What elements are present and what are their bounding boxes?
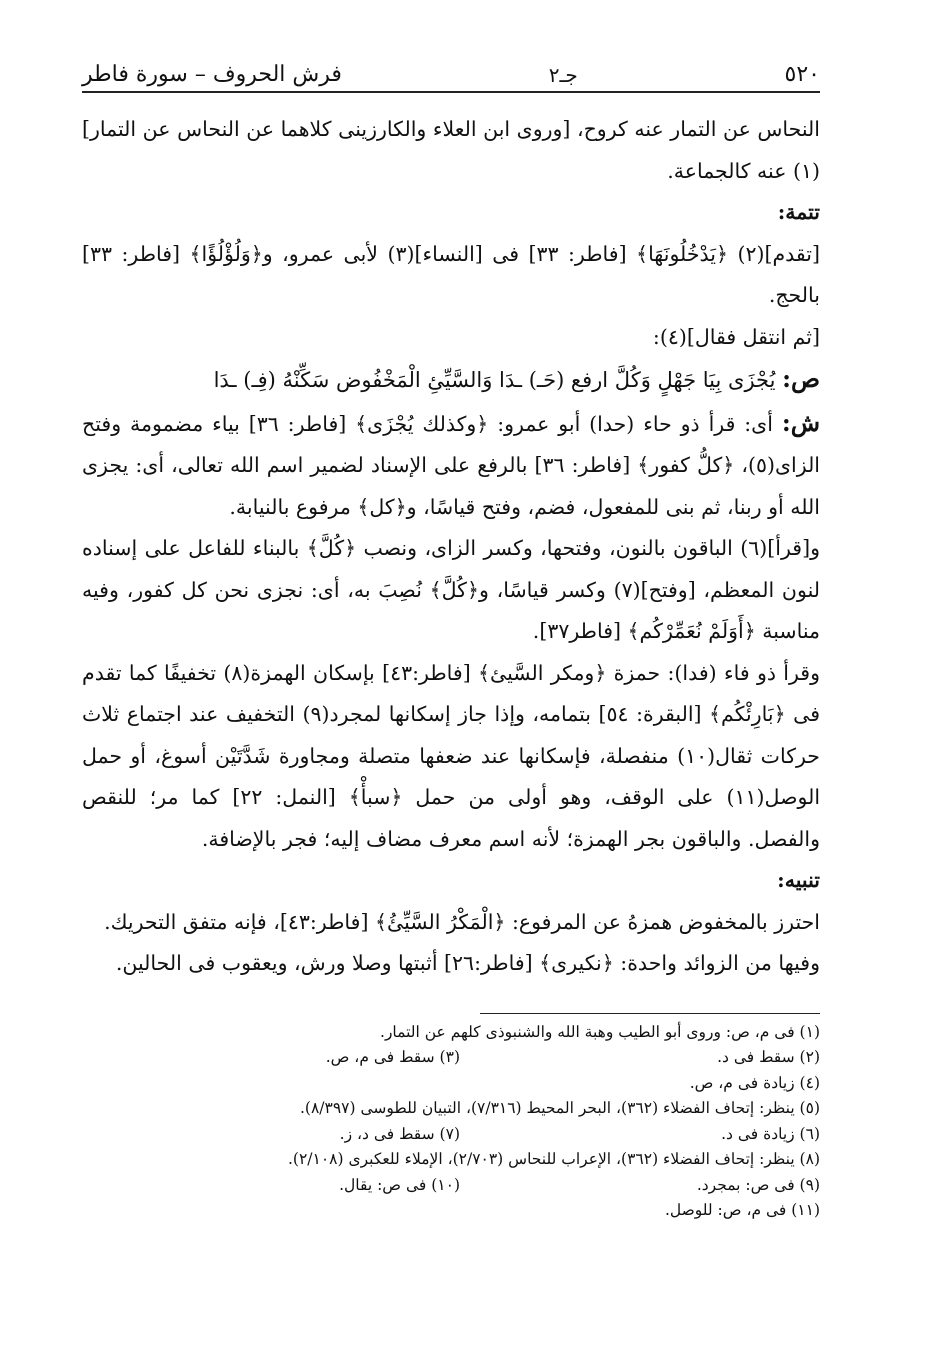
paragraph: [تقدم](٢) ﴿يَدْخُلُونَهَا﴾ [فاطر: ٣٣] فى [النساء](٣) لأبى عمرو، و﴿وَلُؤْلُؤًا﴾ [فاطر: ٣٣] بالحج. bbox=[82, 241, 820, 307]
paragraph-text: أى: قرأ ذو حاء (حدا) أبو عمرو: ﴿وكذلك يُجْزَى﴾ [فاطر: ٣٦] بياء مضمومة وفتح الزاى(٥)، ﴿كلُّ كفور﴾ [فاطر: ٣٦] بالرفع على الإسناد لضمير اسم الله تعالى، أى: يجزى الله أو ربنا، ثم بنى للمفعول، فضم، وفتح قياسًا، و﴿كل﴾ مرفوع بالنيابة. bbox=[82, 411, 821, 519]
page-number: ٥٢٠ bbox=[784, 62, 820, 87]
paragraph-marker: ص: bbox=[782, 364, 820, 393]
paragraph: [ثم انتقل فقال](٤): bbox=[652, 324, 820, 349]
section-heading: تنبيه: bbox=[777, 868, 820, 892]
paragraph-text: يُجْزَى بِيَا جَهْلٍ وَكُلَّ ارفع (حَـ) ـدَا وَالسَّيِّئِ الْمَخْفُوض سَكِّنْهُ (فِـ) ـدَا bbox=[213, 368, 776, 392]
running-header bbox=[82, 62, 820, 93]
running-title: فرش الحروف – سورة فاطر bbox=[82, 62, 342, 87]
main-text bbox=[82, 109, 820, 985]
footnote-row bbox=[82, 1147, 820, 1173]
verse-line bbox=[82, 358, 820, 402]
volume-label: جـ٢ bbox=[548, 63, 578, 87]
footnote: (٩) فى ص: بمجرد. bbox=[696, 1175, 820, 1194]
footnote: (٢) سقط فى د. bbox=[717, 1048, 820, 1066]
footnote-row bbox=[82, 1071, 820, 1097]
footnote-row bbox=[82, 1173, 820, 1199]
footnote: (١) فى م، ص: وروى أبو الطيب وهبة الله والشنبوذى كلهم عن التمار. bbox=[380, 1022, 820, 1041]
paragraph: وفيها من الزوائد واحدة: ﴿نكيرى﴾ [فاطر:٢٦] أثبتها وصلا ورش، ويعقوب فى الحالين. bbox=[115, 951, 820, 975]
paragraph: و[قرأ](٦) الباقون بالنون، وفتحها، وكسر الزاى، ونصب ﴿كُلَّ﴾ بالبناء للفاعل على إسناده لنون المعظم، [وفتح](٧) وكسر قياسًا، و﴿كُلَّ﴾ نُصِبَ به، أى: نجزى نحن كل كفور، وفيه مناسبة ﴿أَوَلَمْ نُعَمِّرْكُم﴾ [فاطر٣٧]. bbox=[82, 536, 820, 643]
footnote: (١١) فى م، ص: للوصل. bbox=[664, 1201, 820, 1219]
footnote-row bbox=[82, 1045, 820, 1071]
footnote-separator bbox=[480, 1013, 820, 1014]
footnote-row bbox=[82, 1198, 820, 1224]
footnote: (٤) زيادة فى م، ص. bbox=[689, 1073, 820, 1092]
footnote: (١٠) فى ص: يقال. bbox=[339, 1175, 460, 1194]
footnote: (٣) سقط فى م، ص. bbox=[325, 1048, 460, 1066]
commentary-paragraph bbox=[82, 402, 820, 529]
footnote: (٥) ينظر: إتحاف الفضلاء (٣٦٢)، البحر المحيط (٧/٣١٦)، التبيان للطوسى (٨/٣٩٧). bbox=[299, 1099, 820, 1117]
footnote: (٦) زيادة فى د. bbox=[721, 1124, 820, 1143]
paragraph: وقرأ ذو فاء (فدا): حمزة ﴿ومكر السَّيئ﴾ [فاطر:٤٣] بإسكان الهمزة(٨) تخفيفًا كما تقدم فى ﴿بَارِئْكُم﴾ [البقرة: ٥٤] بتمامه، وإذا جاز إسكانها لمجرد(٩) التخفيف عند اجتماع ثلاث حركات ثقال(١٠) منفصلة، فإسكانها عند ضعفها متصلة ومجاورة شَدَّتَيْن أسوغ، أو حمل الوصل(١١) على الوقف، وهو أولى من حمل ﴿سبأْ﴾ [النمل: ٢٢] كما مر؛ للنقص والفصل. والباقون بجر الهمزة؛ لأنه اسم معرف مضاف إليه؛ فجر بالإضافة. bbox=[82, 660, 821, 851]
footnotes bbox=[82, 1020, 820, 1224]
paragraph-marker: ش: bbox=[781, 407, 820, 437]
footnote: (٨) ينظر: إتحاف الفضلاء (٣٦٢)، الإعراب للنحاس (٢/٧٠٣)، الإملاء للعكبرى (٢/١٠٨). bbox=[288, 1150, 820, 1168]
paragraph: احترز بالمخفوض همزهُ عن المرفوع: ﴿الْمَكْرُ السَّيِّئُ﴾ [فاطر:٤٣]، فإنه متفق التحريك. bbox=[104, 909, 820, 934]
page bbox=[82, 62, 820, 1224]
section-heading: تتمة: bbox=[777, 200, 820, 224]
footnote-row bbox=[82, 1096, 820, 1122]
footnote: (٧) سقط فى د، ز. bbox=[339, 1124, 460, 1143]
footnote-row bbox=[82, 1122, 820, 1148]
footnote-row bbox=[82, 1020, 820, 1046]
paragraph: النحاس عن التمار عنه كروح، [وروى ابن العلاء والكارزينى كلاهما عن النحاس عن التمار](١) عنه كالجماعة. bbox=[82, 117, 820, 183]
